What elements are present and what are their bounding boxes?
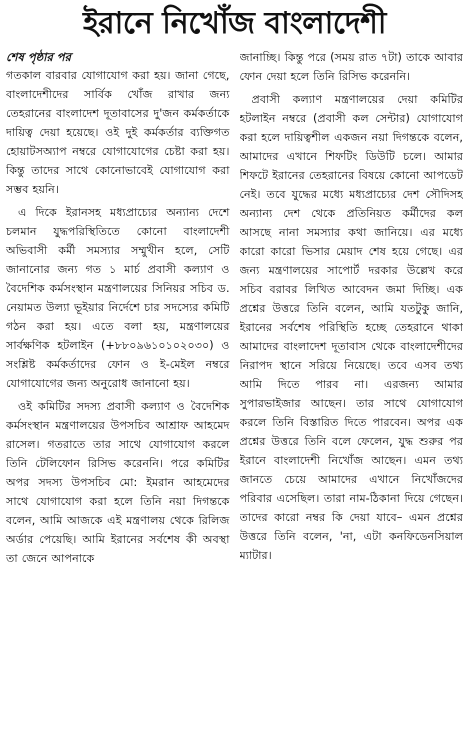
continuation-kicker: শেষ পৃষ্ঠার পর xyxy=(6,50,71,64)
paragraph: ওই কমিটির সদস্য প্রবাসী কল্যাণ ও বৈদেশিক কর্মসংস্থান মন্ত্রণালয়ের উপসচিব আশ্রাফ আহমেদ রাসেল। গতরাতে তার সাথে যোগাযোগ করলে তিনি টেলিফোন রিসিভ করেননি। পরে কমিটির অপর সদস্য উপসচিব মো: ইমরান আহমেদের সাথে যোগাযোগ করা হলে তিনি নয়া দিগন্তকে বলেন, আমি আজকে এই মন্ত্রণালয় থেকে রিলিজ অর্ডার পেয়েছি। আমি ইরানের সর্বশেষ কী অবস্থা তা জেনে আপনাকে xyxy=(6,400,230,565)
paragraph: প্রবাসী কল্যাণ মন্ত্রণালয়ের দেয়া কমিটির হটলাইন নম্বরে (প্রবাসী কল সেন্টার) যোগাযোগ করা হলে দায়িত্বশীল একজন নয়া দিগন্তকে বলেন, আমাদের এখানে শিফটিং ডিউটি চলে। আমার শিফটে ইরানের তেহরানের বিষয়ে কোনো আপডেট নেই। তবে যুদ্ধের মধ্যে মধ্যপ্রাচ্যের দেশ সৌদিসহ অন্যান্য দেশ থেকে প্রতিনিয়ত কর্মীদের কল আসছে নানা সমস্যার কথা জানিয়ে। এর মধ্যে কারো কারো ভিসার মেয়াদ শেষ হয়ে গেছে। এর জন্য মন্ত্রণালয়ের সাপোর্ট দরকার উল্লেখ করে সচিব বরাবর লিখিত আবেদন জমা দিচ্ছি। এক প্রশ্নের উত্তরে তিনি বলেন, আমি যতটুকু জানি, ইরানের সর্বশেষ পরিস্থিতি হচ্ছে তেহরানে থাকা আমাদের বাংলাদেশ দূতাবাস থেকে বাংলাদেশীদের নিরাপদ স্থানে সরিয়ে নিয়েছে। তবে এসব তথ্য আমি দিতে পারব না। এরজন্য আমার সুপারভাইজার আছেন। তার সাথে যোগাযোগ করলে তিনি বিস্তারিত দিতে পারবেন। অপর এক প্রশ্নের উত্তরে তিনি বলে ফেলেন, যুদ্ধ শুরুর পর ইরানে বাংলাদেশী নিখোঁজ আছেন। এমন তথ্য জানতে চেয়ে আমাদের এখানে নিখোঁজদের পরিবার এসেছিল। তারা নাম-ঠিকানা দিয়ে গেছেন। তাদের কারো নম্বর কি দেয়া যাবে– এমন প্রশ্নের উত্তরে তিনি বলেন, 'না, এটা কনফিডেনসিয়াল ম্যাটার। xyxy=(239,93,463,562)
left-column xyxy=(6,48,230,738)
paragraph: জানাচ্ছি। কিন্তু পরে (সময় রাত ৭টা) তাকে আবার ফোন দেয়া হলে তিনি রিসিভ করেননি। xyxy=(239,51,463,83)
article-body xyxy=(6,48,463,738)
paragraph: গতকাল বারবার যোগাযোগ করা হয়। জানা গেছে, বাংলাদেশীদের সার্বিক খোঁজ রাখার জন্য তেহরানের বাংলাদেশ দূতাবাসের দু'জন কর্মকর্তাকে দায়িত্ব দেয়া হয়েছে। ওই দুই কর্মকর্তার ব্যক্তিগত হোয়াটসঅ্যাপ নম্বরে যোগাযোগের চেষ্টা করা হয়। কিন্তু তাদের সাথে কোনোভাবেই যোগাযোগ করা সম্ভব হয়নি। xyxy=(6,69,230,196)
headline: ইরানে নিখোঁজ বাংলাদেশী xyxy=(83,6,386,41)
paragraph: এ দিকে ইরানসহ মধ্যপ্রাচ্যের অন্যান্য দেশে চলমান যুদ্ধপরিস্থিতিতে কোনো বাংলাদেশী অভিবাসী কর্মী সমস্যার সম্মুখীন হলে, সেটি জানানোর জন্য গত ১ মার্চ প্রবাসী কল্যাণ ও বৈদেশিক কর্মসংস্থান মন্ত্রণালয়ের সিনিয়র সচিব ড. নেয়ামত উল্যা ভূইয়ার নির্দেশে চার সদস্যের কমিটি গঠন করা হয়। এতে বলা হয়, মন্ত্রণালয়ের সার্বক্ষণিক হটলাইন (+৮৮০৯৬১০১০২০৩০) ও সংশ্লিষ্ট কর্মকর্তাদের ফোন ও ই-মেইল নম্বরে যোগাযোগের জন্য অনুরোধ জানানো হয়। xyxy=(6,206,230,390)
right-column xyxy=(240,48,464,738)
